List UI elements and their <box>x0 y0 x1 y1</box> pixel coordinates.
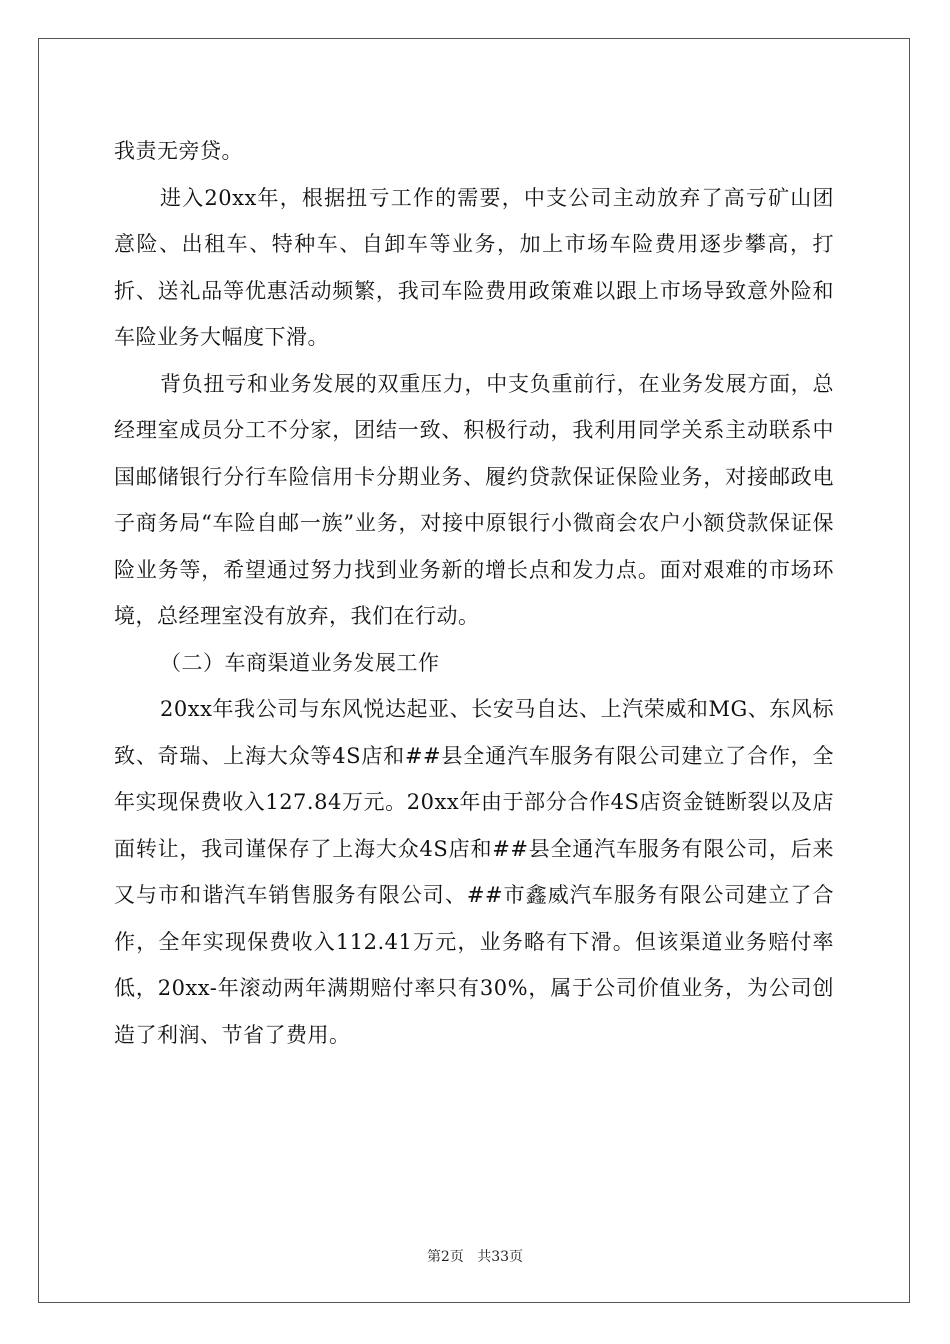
paragraph-3: 背负扭亏和业务发展的双重压力，中支负重前行，在业务发展方面，总经理室成员分工不分家，团结一致、积极行动，我利用同学关系主动联系中国邮储银行分行车险信用卡分期业务、履约贷款保证保险业务，对接邮政电子商务局“车险自邮一族”业务，对接中原银行小微商会农户小额贷款保证保险业务等，希望通过努力找到业务新的增长点和发力点。面对艰难的市场环境，总经理室没有放弃，我们在行动。 <box>114 371 834 628</box>
document-body <box>114 128 834 1058</box>
page-total: 共33页 <box>477 1249 524 1265</box>
paragraph-2: 进入20xx年，根据扭亏工作的需要，中支公司主动放弃了高亏矿山团意险、出租车、特种车、自卸车等业务，加上市场车险费用逐步攀高，打折、送礼品等优惠活动频繁，我司车险费用政策难以跟上市场导致意外险和车险业务大幅度下滑。 <box>114 185 834 349</box>
section-heading: （二）车商渠道业务发展工作 <box>160 650 440 675</box>
paragraph-1: 我责无旁贷。 <box>114 139 243 163</box>
paragraph-4: 20xx年我公司与东风悦达起亚、长安马自达、上汽荣威和MG、东风标致、奇瑞、上海大众等4S店和##县全通汽车服务有限公司建立了合作，全年实现保费收入127.84万元。20xx年由于部分合作4S店资金链断裂以及店面转让，我司谨保存了上海大众4S店和##县全通汽车服务有限公司，后来又与市和谐汽车销售服务有限公司、##市鑫威汽车服务有限公司建立了合作，全年实现保费收入112.41万元，业务略有下滑。但该渠道业务赔付率低，20xx-年滚动两年满期赔付率只有30%，属于公司价值业务，为公司创造了利润、节省了费用。 <box>114 697 834 1047</box>
page-footer <box>0 1246 950 1266</box>
page-number: 第2页 <box>426 1249 464 1265</box>
